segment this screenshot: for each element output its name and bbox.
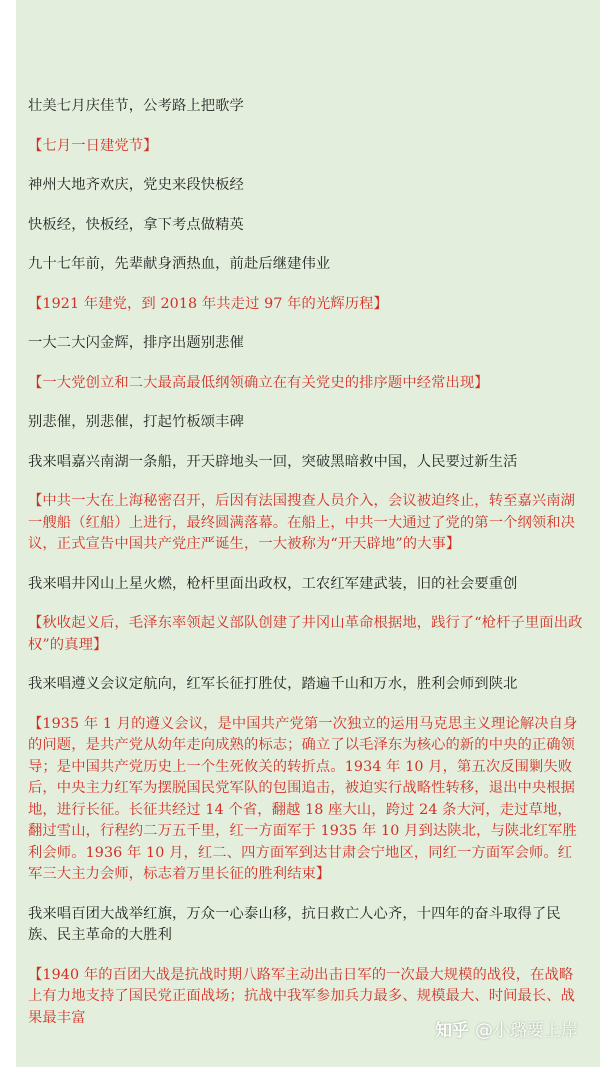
paragraph-5: 【1921 年建党，到 2018 年共走过 97 年的光辉历程】 — [28, 295, 388, 312]
article-body — [16, 0, 600, 1067]
paragraph-3: 快板经，快板经，拿下考点做精英 — [28, 216, 244, 233]
paragraph-14: 【1935 年 1 月的遵义会议，是中国共产党第一次独立的运用马克思主义理论解决自身的问题，是共产党从幼年走向成熟的标志；确立了以毛泽东为核心的新的中央的正确领导；是中国共产党历史上一个生死攸关的转折点。1934 年 10 月，第五次反围剿失败后，中央主力红军为摆脱国民党军队的包围追击，被迫实行战略性转移，退出中央根据地，进行长征。长征共经过 14 个省，翻越 18 座大山，跨过 24 条大河，走过草地，翻过雪山，行程约二万五千里，红一方面军于 1935 年 10 月到达陕北，与陕北红军胜利会师。1936 年 10 月，红二、四方面军到达甘肃会宁地区，同红一方面军会师。红军三大主力会师，标志着万里长征的胜利结束】 — [28, 715, 578, 882]
watermark-user: 小璐要上岸 — [493, 1021, 578, 1041]
paragraph-10: 【中共一大在上海秘密召开，后因有法国搜查人员介入，会议被迫终止，转至嘉兴南湖一艘船（红船）上进行，最终圆满落幕。在船上，中共一大通过了党的第一个纲领和决议，正式宣告中国共产党庄严诞生，一大被称为“开天辟地”的大事】 — [28, 493, 576, 552]
paragraph-4: 九十七年前，先辈献身洒热血，前赴后继建伟业 — [28, 256, 331, 272]
paragraph-7: 【一大党创立和二大最高最低纲领确立在有关党史的排序题中经常出现】 — [28, 374, 489, 391]
paragraph-6: 一大二大闪金辉，排序出题别悲催 — [28, 335, 244, 351]
paragraph-13: 我来唱遵义会议定航向，红军长征打胜仗，踏遍千山和万水，胜利会师到陕北 — [28, 676, 518, 692]
watermark-at-sign: @ — [475, 1020, 493, 1041]
paragraph-11: 我来唱井冈山上星火燃，枪杆里面出政权，工农红军建武装，旧的社会要重创 — [28, 575, 518, 592]
paragraph-0: 壮美七月庆佳节，公考路上把歌学 — [28, 98, 244, 114]
paragraph-12: 【秋收起义后，毛泽东率领起义部队创建了井冈山革命根据地，践行了“枪杆子里面出政权”的真理】 — [28, 615, 583, 653]
paragraph-1: 【七月一日建党节】 — [28, 137, 158, 154]
watermark-brand: 知乎 — [435, 1021, 469, 1041]
zhihu-watermark — [435, 1016, 578, 1041]
article-text — [16, 0, 600, 1029]
paragraph-15: 我来唱百团大战举红旗，万众一心泰山移，抗日救亡人心齐，十四年的奋斗取得了民族、民主革命的大胜利 — [28, 905, 561, 943]
paragraph-2: 神州大地齐欢庆，党史来段快板经 — [28, 177, 244, 193]
paragraph-16: 【1940 年的百团大战是抗战时期八路军主动出击日军的一次最大规模的战役，在战略上有力地支持了国民党正面战场；抗战中我军参加兵力最多、规模最大、时间最长、战果最丰富 — [28, 966, 576, 1026]
paragraph-9: 我来唱嘉兴南湖一条船，开天辟地头一回，突破黑暗救中国，人民要过新生活 — [28, 453, 518, 470]
paragraph-8: 别悲催，别悲催，打起竹板颂丰碑 — [28, 414, 244, 430]
watermark-handle — [475, 1016, 578, 1041]
